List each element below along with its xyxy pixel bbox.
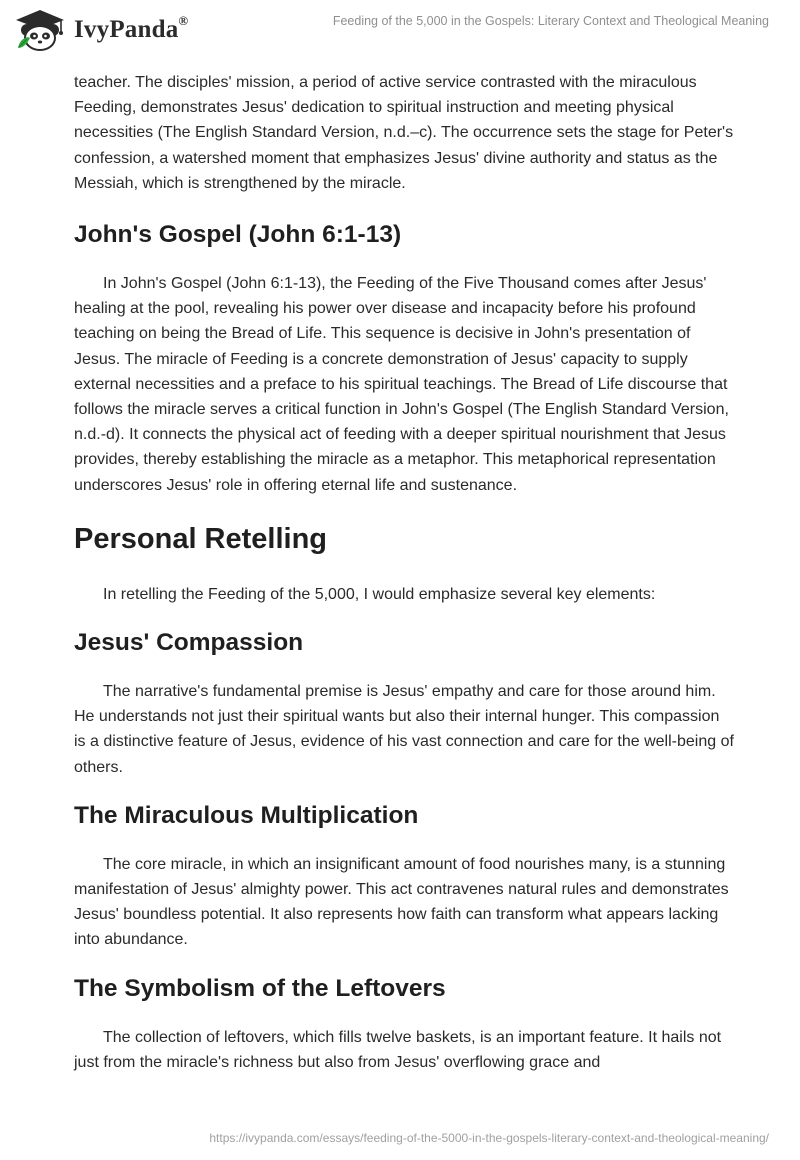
source-url: https://ivypanda.com/essays/feeding-of-the-5000-in-the-gospels-literary-context-and-theological-meaning/ xyxy=(209,1131,769,1145)
paragraph-john: In John's Gospel (John 6:1-13), the Feeding of the Five Thousand comes after Jesus' healing at the pool, revealing his power over disease and incapacity before his profound teaching on being the Bread of Life. This sequence is decisive in John's presentation of Jesus. The miracle of Feeding is a concrete demonstration of Jesus' capacity to supply external necessities and a preface to his spiritual teachings. The Bread of Life discourse that follows the miracle serves a critical function in John's Gospel (The English Standard Version, n.d.-d). It connects the physical act of feeding with a deeper spiritual nourishment that Jesus provides, thereby establishing the miracle as a metaphor. This metaphorical representation underscores Jesus' role in offering eternal life and sustenance. xyxy=(74,275,729,494)
panda-graduation-cap-icon xyxy=(14,8,70,52)
article-body xyxy=(74,70,734,1075)
document-title: Feeding of the 5,000 in the Gospels: Literary Context and Theological Meaning xyxy=(332,14,769,28)
heading-compassion: Jesus' Compassion xyxy=(74,629,304,657)
brand-name-text: IvyPanda xyxy=(74,16,179,43)
registered-mark: ® xyxy=(178,13,189,28)
paragraph-intro: teacher. The disciples' mission, a period of active service contrasted with the miraculous Feeding, demonstrates Jesus' dedication to spiritual instruction and meeting physical necessities (The English Standard Version, n.d.–c). The occurrence sets the stage for Peter's confession, a watershed moment that emphasizes Jesus' divine authority and status as the Messiah, which is strengthened by the miracle. xyxy=(74,74,734,192)
paragraph-compassion: The narrative's fundamental premise is Jesus' empathy and care for those around him. He understands not just their spiritual wants but also their internal hunger. This compassion is a distinctive feature of Jesus, evidence of his vast connection and care for the well-being of others. xyxy=(74,683,734,776)
paragraph-leftovers: The collection of leftovers, which fills twelve baskets, is an important feature. It hails not just from the miracle's richness but also from Jesus' overflowing grace and xyxy=(74,1028,722,1071)
heading-john: John's Gospel (John 6:1-13) xyxy=(74,221,402,249)
paragraph-multiplication: The core miracle, in which an insignificant amount of food nourishes many, is a stunning manifestation of Jesus' almighty power. This act contravenes natural rules and demonstrates Jesus' boundless potential. It also represents how faith can transform what appears lacking into abundance. xyxy=(74,855,729,949)
heading-personal-retelling: Personal Retelling xyxy=(74,522,328,555)
paragraph-retelling: In retelling the Feeding of the 5,000, I would emphasize several key elements: xyxy=(103,585,656,603)
site-logo[interactable] xyxy=(14,8,188,52)
heading-leftovers: The Symbolism of the Leftovers xyxy=(74,974,446,1002)
brand-name xyxy=(74,13,189,44)
heading-multiplication: The Miraculous Multiplication xyxy=(74,801,419,829)
page-header xyxy=(0,0,800,70)
